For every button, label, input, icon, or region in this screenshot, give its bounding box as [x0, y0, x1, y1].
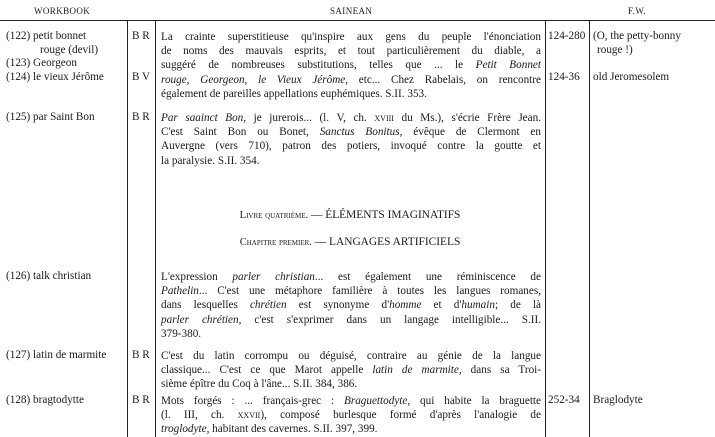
ref-entry: 252-34 — [548, 394, 580, 406]
fw-entry: Braglodyte — [593, 394, 643, 406]
text-line: Auvergne (vers 710), patron des potiers, invoqué contre la goutte et — [161, 140, 541, 153]
text-line: (l. III, ch. xxvii), composé burlesque formé d'après l'analogie de — [161, 409, 541, 422]
section-heading-livre: Livre quatrième. — ÉLÉMENTS IMAGINATIFS — [239, 209, 461, 221]
text-line: Mots forgés : ... français-grec : Braguettodyte, qui habite la braguette — [161, 395, 542, 407]
text-line: Par saainct Bon, je jurerois... (l. V, ch. xviii du Ms.), s'écrie Frère Jean. — [161, 112, 542, 124]
text-line: 379-380. — [161, 327, 202, 340]
code-entry: B R B V — [132, 30, 151, 83]
text-line: de noms des mauvais esprits, et tout particulièrement du diable, a — [161, 45, 541, 58]
workbook-entry: (122) petit bonnet rouge (devil) (123) Georgeon (124) le vieux Jérôme — [6, 30, 104, 83]
column-divider-text — [155, 21, 156, 437]
text-line: sième épître du Coq à l'âne... S.II. 384, 386. — [161, 378, 358, 391]
text-line: la paralysie. S.II. 354. — [161, 154, 260, 167]
fw-entry: (O, the petty-bonny rouge !) old Jeromesolem — [593, 30, 681, 83]
column-divider-fw — [589, 21, 590, 437]
workbook-entry: (128) bragtodytte — [6, 394, 84, 406]
workbook-entry: (126) talk christian — [6, 270, 92, 282]
sainean-text — [161, 349, 541, 392]
sainean-text — [161, 270, 541, 341]
sainean-text — [161, 30, 541, 101]
text-line: rouge, Georgeon, le Vieux Jérôme, etc... Chez Rabelais, on rencontre — [161, 73, 541, 86]
workbook-entry: (125) par Saint Bon — [6, 111, 95, 123]
sainean-text — [161, 111, 541, 168]
header-workbook: WORKBOOK — [34, 6, 91, 16]
text-line: parler chrétien, c'est s'exprimer dans un langage intelligible... S.II. — [161, 313, 541, 326]
column-divider-ref — [545, 21, 546, 437]
section-heading-chapitre: Chapitre premier. — LANGAGES ARTIFICIELS — [239, 236, 461, 248]
text-line: Pathelin... C'est une métaphore familière à toutes les langues romanes, — [161, 285, 541, 298]
text-line: classique... C'est ce que Marot appelle latin de marmite, dans sa Troi- — [161, 364, 541, 377]
text-line: C'est Saint Bon ou Bonet, Sanctus Bonitus, évêque de Clermont en — [161, 126, 541, 139]
text-line: suggéré de nombreuses substitutions, telles que ... le Petit Bonnet — [161, 59, 541, 72]
code-entry: B R — [132, 394, 150, 406]
text-line: C'est du latin corrompu ou déguisé, contraire au génie de la langue — [161, 350, 541, 362]
ref-entry: 124-280 124-36 — [548, 30, 586, 83]
code-entry: B R — [132, 349, 150, 361]
text-line: La crainte superstitieuse qu'inspire aux gens du peuple l'énonciation — [161, 31, 541, 43]
text-line: troglodyte, habitant des cavernes. S.II. 397, 399. — [161, 423, 378, 436]
header-sainean: SAINEAN — [330, 6, 373, 16]
sainean-text — [161, 394, 541, 437]
text-line: L'expression parler christian... est également une réminiscence de — [161, 271, 541, 283]
workbook-entry: (127) latin de marmite — [6, 349, 107, 361]
code-entry: B R — [132, 111, 150, 123]
header-rule — [0, 20, 715, 21]
text-line: dans lesquelles chrétien est synonyme d'homme et d'humain; de là — [161, 299, 542, 312]
column-divider-code — [127, 21, 128, 437]
header-fw: F.W. — [628, 6, 647, 16]
text-line: également de pareilles appellations euphémiques. S.II. 353. — [161, 87, 427, 100]
